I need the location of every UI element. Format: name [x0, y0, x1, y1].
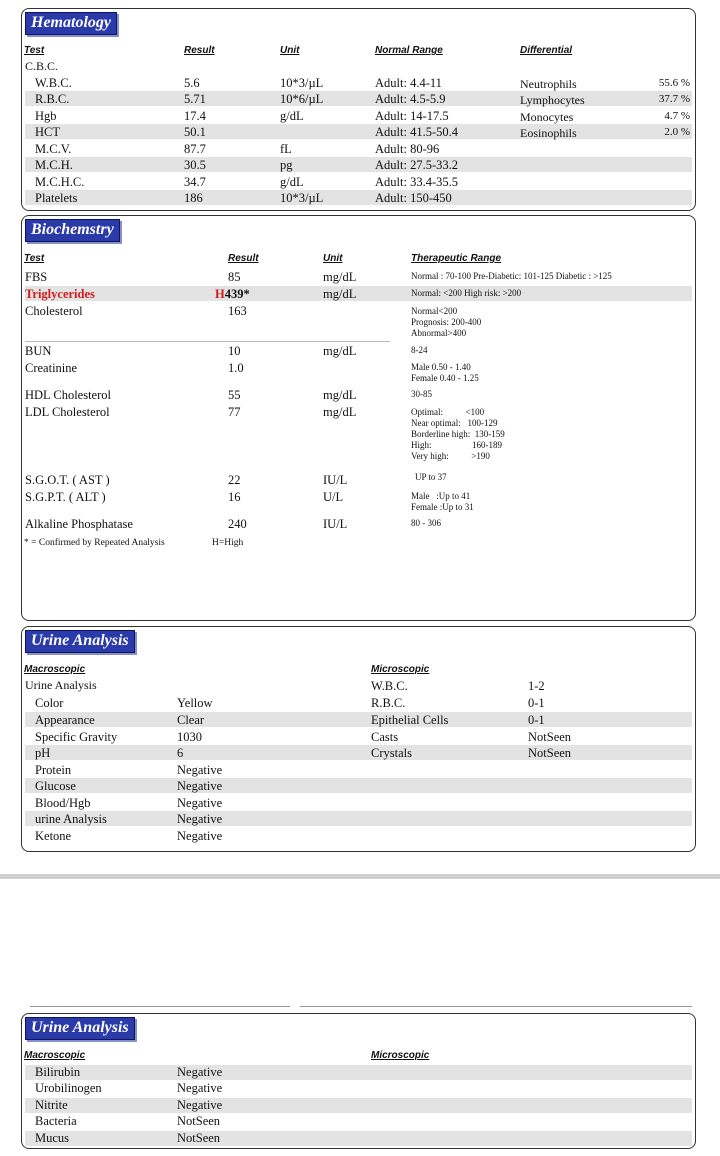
urine-micro-result: 0-1	[528, 696, 545, 710]
biochemistry-title: Biochemstry	[25, 219, 120, 242]
hema-result: 17.4	[184, 109, 206, 123]
hematology-title: Hematology	[25, 12, 117, 35]
microscopic-header: Microscopic	[371, 664, 430, 675]
hema-test: Hgb	[35, 109, 57, 123]
hema-row-shade	[25, 124, 692, 139]
hema-range: Adult: 4.5-5.9	[375, 92, 446, 106]
bio-test: BUN	[25, 344, 52, 358]
hema-header-result: Result	[184, 45, 215, 56]
urine-macro-test: Bacteria	[35, 1114, 77, 1128]
hema-header-unit: Unit	[280, 45, 300, 56]
hema-test: W.B.C.	[35, 76, 72, 90]
hema-result: 5.6	[184, 76, 200, 90]
bio-result: 77	[228, 405, 241, 419]
bio-range: 8-24	[411, 345, 428, 355]
macroscopic-header: Macroscopic	[24, 664, 86, 675]
urine-macro-test: Bilirubin	[35, 1065, 81, 1079]
bio-range: Prognosis: 200-400	[411, 317, 482, 327]
bio-header-unit: Unit	[323, 253, 343, 264]
bio-range: Optimal: <100	[411, 407, 485, 417]
hema-unit: pg	[280, 158, 293, 172]
bio-test: Cholesterol	[25, 304, 83, 318]
hema-range: Adult: 14-17.5	[375, 109, 449, 123]
urine-row-shade	[25, 778, 692, 793]
bio-test: FBS	[25, 270, 48, 284]
hema-result: 87.7	[184, 142, 206, 156]
hema-test: M.C.H.	[35, 158, 73, 172]
bio-result: 240	[228, 517, 247, 531]
urine-analysis-panel	[21, 626, 696, 852]
urine-row-shade	[25, 712, 692, 727]
footnote: * = Confirmed by Repeated Analysis	[24, 538, 165, 548]
bio-test: S.G.P.T. ( ALT )	[25, 490, 106, 504]
urine-macro-test: urine Analysis	[35, 812, 107, 826]
hema-test: M.C.V.	[35, 142, 72, 156]
bio-range: Male 0.50 - 1.40	[411, 362, 471, 372]
bio-test: LDL Cholesterol	[25, 405, 110, 419]
hema-unit: 10*3/µL	[280, 76, 324, 90]
urine-macro-test: pH	[35, 746, 51, 760]
bio-result: 1.0	[228, 361, 244, 375]
differential-name: Neutrophils	[520, 77, 577, 91]
urine-macro-result: Negative	[177, 812, 223, 826]
hema-result: 186	[184, 191, 203, 205]
urine-micro-test: Epithelial Cells	[371, 713, 449, 727]
hema-row-shade	[25, 157, 692, 172]
urine-macro-result: NotSeen	[177, 1114, 221, 1128]
bio-range: Near optimal: 100-129	[411, 418, 498, 428]
urine-macro-result: Clear	[177, 713, 205, 727]
hema-unit: 10*3/µL	[280, 191, 324, 205]
hema-group-label: C.B.C.	[25, 59, 59, 73]
urine-micro-test: Crystals	[371, 746, 412, 760]
urine-row-shade	[25, 1131, 692, 1146]
urine-row-shade	[25, 1098, 692, 1113]
bio-result: 10	[228, 344, 241, 358]
hema-row-shade	[25, 190, 692, 205]
differential-value: 4.7 %	[664, 110, 690, 122]
bio-range: Female :Up to 31	[411, 502, 474, 512]
hema-result: 34.7	[184, 175, 206, 189]
flag-legend: H=High	[212, 538, 244, 548]
bio-unit: mg/dL	[323, 405, 357, 419]
differential-value: 55.6 %	[658, 77, 690, 89]
bio-header-result: Result	[228, 253, 259, 264]
hema-test: M.C.H.C.	[35, 175, 85, 189]
urine-macro-result: NotSeen	[177, 1131, 221, 1145]
divider	[25, 341, 390, 342]
bio-result: 16	[228, 490, 241, 504]
urine-micro-result: 1-2	[528, 679, 545, 693]
bio-unit: mg/dL	[323, 270, 357, 284]
urine-micro-test: W.B.C.	[371, 679, 408, 693]
urine-macro-result: Negative	[177, 763, 223, 777]
high-flag: H	[215, 287, 225, 301]
urine-macro-test: Color	[35, 696, 64, 710]
bio-unit: mg/dL	[323, 388, 357, 402]
bio-range: Abnormal>400	[411, 328, 467, 338]
bio-range: Male :Up to 41	[411, 491, 471, 501]
urine-macro-test: Nitrite	[35, 1098, 68, 1112]
hema-unit: 10*6/µL	[280, 92, 324, 106]
bio-range: High: 160-189	[411, 440, 502, 450]
page-separator	[0, 874, 720, 879]
hema-range: Adult: 80-96	[375, 142, 440, 156]
differential-value: 37.7 %	[658, 93, 690, 105]
urine-macro-test: Urobilinogen	[35, 1081, 102, 1095]
bio-unit: IU/L	[323, 517, 348, 531]
urine-row-shade	[25, 811, 692, 826]
bio-range: UP to 37	[415, 472, 447, 482]
urine-macro-test: Blood/Hgb	[35, 796, 91, 810]
hema-unit: g/dL	[280, 109, 304, 123]
urine-macro-test: Appearance	[35, 713, 95, 727]
hema-header-differential: Differential	[520, 45, 573, 56]
urine-macro-result: Negative	[177, 1098, 223, 1112]
bio-range: Normal : 70-100 Pre-Diabetic: 101-125 Diabetic : >125	[411, 271, 612, 281]
urine-analysis-title-2: Urine Analysis	[25, 1017, 135, 1040]
biochemistry-panel	[21, 215, 696, 621]
bio-unit: mg/dL	[323, 287, 357, 301]
bio-test: HDL Cholesterol	[25, 388, 111, 402]
hematology-panel	[21, 8, 696, 211]
bio-result: 22	[228, 473, 241, 487]
urine-row-shade	[25, 1065, 692, 1080]
urine-micro-test: R.B.C.	[371, 696, 406, 710]
bio-test: S.G.O.T. ( AST )	[25, 473, 110, 487]
bio-result-value: 439*	[224, 287, 250, 301]
bio-range: Borderline high: 130-159	[411, 429, 505, 439]
bio-range: Female 0.40 - 1.25	[411, 373, 479, 383]
hema-result: 30.5	[184, 158, 206, 172]
urine-macro-result: Yellow	[177, 696, 213, 710]
hema-test: R.B.C.	[35, 92, 70, 106]
urine-analysis-panel-2	[21, 1013, 696, 1149]
hema-unit: g/dL	[280, 175, 304, 189]
differential-name: Eosinophils	[520, 126, 577, 140]
urine-macro-result: Negative	[177, 1081, 223, 1095]
hema-range: Adult: 27.5-33.2	[375, 158, 458, 172]
bio-result	[215, 287, 250, 302]
bio-range: Normal: <200 High risk: >200	[411, 288, 522, 298]
bio-test: Creatinine	[25, 361, 78, 375]
bio-range: Normal<200	[411, 306, 458, 316]
bio-unit: U/L	[323, 490, 344, 504]
hema-row-shade	[25, 91, 692, 106]
hema-range: Adult: 41.5-50.4	[375, 125, 458, 139]
hema-range: Adult: 150-450	[375, 191, 452, 205]
bio-range: 30-85	[411, 389, 432, 399]
divider	[300, 1006, 692, 1007]
bio-result: 85	[228, 270, 241, 284]
urine-macro-result: 1030	[177, 730, 202, 744]
bio-test-flagged: Triglycerides	[25, 287, 95, 301]
bio-range: 80 - 306	[411, 518, 441, 528]
hema-test: Platelets	[35, 191, 78, 205]
bio-row-shade	[25, 286, 692, 301]
hema-range: Adult: 33.4-35.5	[375, 175, 458, 189]
bio-unit: IU/L	[323, 473, 348, 487]
urine-micro-result: 0-1	[528, 713, 545, 727]
hema-result: 5.71	[184, 92, 206, 106]
urine-macro-test: Mucus	[35, 1131, 70, 1145]
hema-header-test: Test	[24, 45, 45, 56]
hema-header-range: Normal Range	[375, 45, 443, 56]
macroscopic-header: Macroscopic	[24, 1050, 86, 1061]
bio-range: Very high: >190	[411, 451, 490, 461]
bio-header-range: Therapeutic Range	[411, 253, 502, 264]
differential-name: Lymphocytes	[520, 93, 585, 107]
urine-macro-test: Protein	[35, 763, 72, 777]
urine-macro-test: Specific Gravity	[35, 730, 118, 744]
bio-result: 163	[228, 304, 247, 318]
bio-test: Alkaline Phosphatase	[25, 517, 133, 531]
urine-macro-test: Glucose	[35, 779, 76, 793]
hema-result: 50.1	[184, 125, 206, 139]
urine-macro-result: 6	[177, 746, 184, 760]
hema-test: HCT	[35, 125, 60, 139]
urine-micro-result: NotSeen	[528, 730, 572, 744]
urine-macro-result: Negative	[177, 796, 223, 810]
bio-result: 55	[228, 388, 241, 402]
microscopic-header: Microscopic	[371, 1050, 430, 1061]
urine-macro-result: Negative	[177, 1065, 223, 1079]
urine-row-shade	[25, 745, 692, 760]
urine-analysis-title: Urine Analysis	[25, 630, 135, 653]
hema-range: Adult: 4.4-11	[375, 76, 442, 90]
urine-micro-test: Casts	[371, 730, 399, 744]
bio-unit: mg/dL	[323, 344, 357, 358]
bio-header-test: Test	[24, 253, 45, 264]
urine-macro-result: Negative	[177, 829, 223, 843]
divider	[30, 1006, 290, 1007]
urine-group-label: Urine Analysis	[25, 678, 97, 692]
differential-name: Monocytes	[520, 110, 574, 124]
differential-value: 2.0 %	[664, 126, 690, 138]
urine-micro-result: NotSeen	[528, 746, 572, 760]
urine-macro-result: Negative	[177, 779, 223, 793]
hema-unit: fL	[280, 142, 292, 156]
urine-macro-test: Ketone	[35, 829, 72, 843]
